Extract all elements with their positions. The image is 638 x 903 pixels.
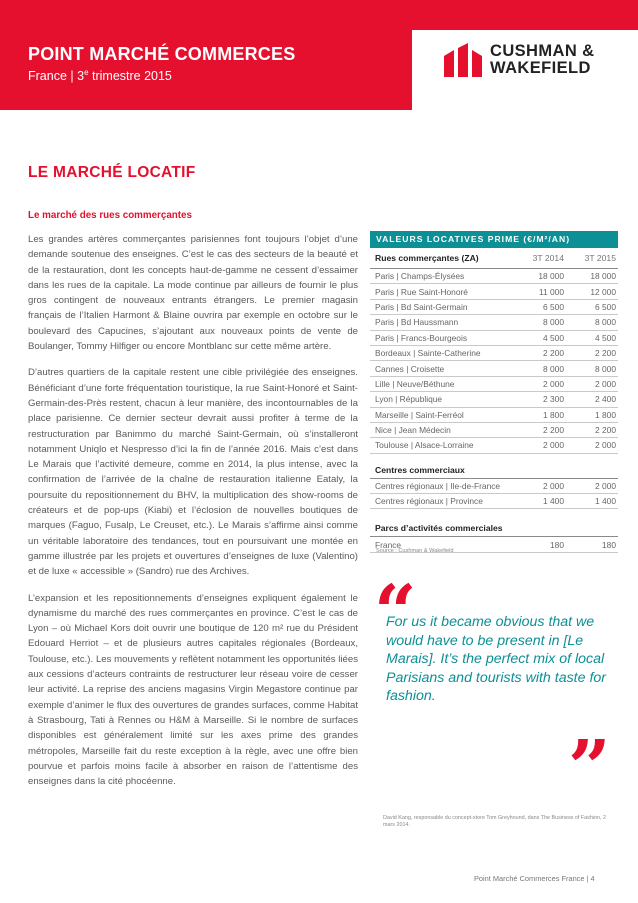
row-value: 1 400 xyxy=(543,496,564,507)
row-value: 2 000 xyxy=(595,378,616,389)
row-value: 180 xyxy=(602,539,616,550)
row-value: 8 000 xyxy=(543,317,564,328)
row-label: Centres régionaux | Province xyxy=(375,496,483,507)
page-footer: Point Marché Commerces France | 4 xyxy=(474,874,595,883)
row-value: 8 000 xyxy=(595,363,616,374)
row-label: Lille | Neuve/Béthune xyxy=(375,378,455,389)
row-value: 2 000 xyxy=(543,480,564,491)
table-row xyxy=(370,377,618,392)
row-label: France xyxy=(375,539,402,550)
row-value: 180 xyxy=(550,539,564,550)
row-value: 2 200 xyxy=(543,348,564,359)
table-column-header xyxy=(370,248,618,269)
logo-panel xyxy=(412,30,638,110)
table-row xyxy=(370,423,618,438)
row-value: 2 200 xyxy=(543,425,564,436)
logo-line-2: WAKEFIELD xyxy=(490,59,591,77)
section-title: LE MARCHÉ LOCATIF xyxy=(28,164,196,181)
row-value: 2 000 xyxy=(543,440,564,451)
row-value: 4 500 xyxy=(595,332,616,343)
table-row xyxy=(370,315,618,330)
open-quote-mark: “ xyxy=(374,570,417,656)
row-value: 2 000 xyxy=(543,378,564,389)
row-label: Paris | Francs-Bourgeois xyxy=(375,332,468,343)
pull-quote: For us it became obvious that we would have to be present in [Le Marais]. It’s the perfect mix of local Parisians and tourists with taste for fashion. xyxy=(386,614,607,704)
row-label: Paris | Bd Haussmann xyxy=(375,317,459,328)
quote-credit: David Kang, responsable du concept-store Tom Greyhound, dans The Business of Fashion, 2 mars 2014. xyxy=(383,815,607,828)
table-row xyxy=(370,479,618,494)
row-label: Cannes | Croisette xyxy=(375,363,445,374)
row-label: Nice | Jean Médecin xyxy=(375,425,451,436)
centres-heading: Centres commerciaux xyxy=(370,454,618,479)
row-value: 6 500 xyxy=(595,301,616,312)
row-label: Marseille | Saint-Ferréol xyxy=(375,409,464,420)
rent-table xyxy=(370,231,618,553)
row-label: Bordeaux | Sainte-Catherine xyxy=(375,348,481,359)
row-label: Toulouse | Alsace-Lorraine xyxy=(375,440,474,451)
paragraph: Les grandes artères commerçantes parisiennes font toujours l’objet d’une demande soutenue des enseignes. C’est le cas des secteurs de la beauté et de la restauration, dont les concepts haut-de-gamme ne cessent d’essaimer dans les rues de la capitale. La mode continue par ailleurs de fournir le plus gros contingent de nouveaux entrants étrangers. Le premier magasin français de l’Italien Harmont & Blaine ouvrira par exemple en octobre sur le boulevard des Capucines, s’ajoutant aux nouveaux points de vente de Boulanger, Tommy Hilfiger ou encore Montblanc sur cette même artère. xyxy=(28,234,358,353)
row-value: 1 400 xyxy=(595,496,616,507)
table-heading: VALEURS LOCATIVES PRIME (€/M²/AN) xyxy=(370,231,618,248)
row-value: 2 000 xyxy=(595,480,616,491)
table-row xyxy=(370,269,618,284)
column-header-location: Rues commerçantes (ZA) xyxy=(375,253,479,263)
row-value: 12 000 xyxy=(590,286,616,297)
logo-wordmark xyxy=(490,43,594,77)
subtitle-prefix: France | 3 xyxy=(28,69,85,84)
table-row xyxy=(370,392,618,407)
report-title: POINT MARCHÉ COMMERCES xyxy=(28,44,296,64)
row-value: 2 400 xyxy=(595,394,616,405)
table-source: Source : Cushman & Wakefield xyxy=(376,548,454,554)
centres-rows xyxy=(370,479,618,510)
row-value: 8 000 xyxy=(543,363,564,374)
table-row xyxy=(370,346,618,361)
row-label: Paris | Bd Saint-Germain xyxy=(375,301,468,312)
row-label: Paris | Champs-Élysées xyxy=(375,271,465,282)
body-text-column xyxy=(28,232,358,800)
sub-heading: Le marché des rues commerçantes xyxy=(28,210,192,221)
table-row xyxy=(370,408,618,423)
column-header-2015: 3T 2015 xyxy=(584,253,616,263)
row-value: 2 300 xyxy=(543,394,564,405)
row-label: Paris | Rue Saint-Honoré xyxy=(375,286,468,297)
subtitle-suffix: trimestre 2015 xyxy=(88,69,172,84)
row-value: 1 800 xyxy=(543,409,564,420)
row-label: Centres régionaux | Ile-de-France xyxy=(375,480,501,491)
table-row xyxy=(370,300,618,315)
row-value: 2 200 xyxy=(595,348,616,359)
row-value: 18 000 xyxy=(590,271,616,282)
column-header-2014: 3T 2014 xyxy=(532,253,564,263)
table-row xyxy=(370,331,618,346)
table-row xyxy=(370,494,618,509)
row-label: Lyon | République xyxy=(375,394,443,405)
parcs-heading: Parcs d’activités commerciales xyxy=(370,509,618,537)
row-value: 8 000 xyxy=(595,317,616,328)
row-value: 18 000 xyxy=(538,271,564,282)
close-quote-mark: ” xyxy=(568,725,611,811)
row-value: 1 800 xyxy=(595,409,616,420)
report-subtitle xyxy=(28,68,172,83)
subtitle-superscript: e xyxy=(84,68,89,77)
logo-line-1: CUSHMAN & xyxy=(490,42,595,60)
table-row xyxy=(370,284,618,299)
table-row xyxy=(370,438,618,453)
table-row xyxy=(370,361,618,376)
paragraph: D’autres quartiers de la capitale restent une cible privilégiée des enseignes. Bénéficiant d’une forte fréquentation touristique, la rue Saint-Honoré et Saint-Germain-des-Près restent, chacun à leur manière, des incontournables de la place parisienne. Ce dernier secteur devrait aussi profiter à terme de la restructuration par Banimmo du marché Saint-Germain, où s’installeront notamment Uniqlo et Nespresso d’ici la fin de l’année 2016. Mais c’est dans Le Marais que l’activité demeure, comme en 2014, la plus intense, avec la confirmation de l’arrivée de la chaîne de restauration italienne Eataly, la poursuite du repositionnement du BHV, la multiplication des show-rooms de créateurs et de pop-ups (Kiabi) et l’éclosion de nouvelles boutiques de marques (Faguo, Fusalp, Le Creuset, etc.). Le Marais s’affirme ainsi comme un véritable laboratoire des tendances, tout en poursuivant une montée en gamme illustrée par les projets et ouvertures d’enseignes de luxe (Valentino) et de luxe « accessible » (Sandro) rue des Archives. xyxy=(28,367,358,578)
paragraph: L’expansion et les repositionnements d’enseignes expliquent également le dynamisme du marché des rues commerçantes en province. C’est le cas de Lyon – où Michael Kors doit ouvrir une boutique de 120 m² rue du Président Edouard Herriot – et de plusieurs autres capitales régionales (Bordeaux, Toulouse, etc.). Les mouvements y reflètent notamment les opportunités liées aux cessions d’acteurs contraints de restructurer leur réseau voire de cesser leur activité. La reprise des anciens magasins Virgin Megastore continue par exemple d’animer le flux des ouvertures de grandes surfaces, comme Habitat à Strasbourg, Tati à Rennes ou H&M à Marseille. Si le nombre de surfaces disponibles est généralement limité sur les axes prime des grandes métropoles, Marseille fait du reste exception à la règle, avec une offre bien pourvue et parfois moins facile à absorber en raison de l’attentisme des enseignes dans la cité phocéenne. xyxy=(28,592,358,788)
row-value: 6 500 xyxy=(543,301,564,312)
row-value: 2 000 xyxy=(595,440,616,451)
streets-rows xyxy=(370,269,618,454)
row-value: 2 200 xyxy=(595,425,616,436)
cushman-wakefield-logo-mark xyxy=(444,43,482,77)
row-value: 11 000 xyxy=(539,286,564,297)
row-value: 4 500 xyxy=(543,332,564,343)
